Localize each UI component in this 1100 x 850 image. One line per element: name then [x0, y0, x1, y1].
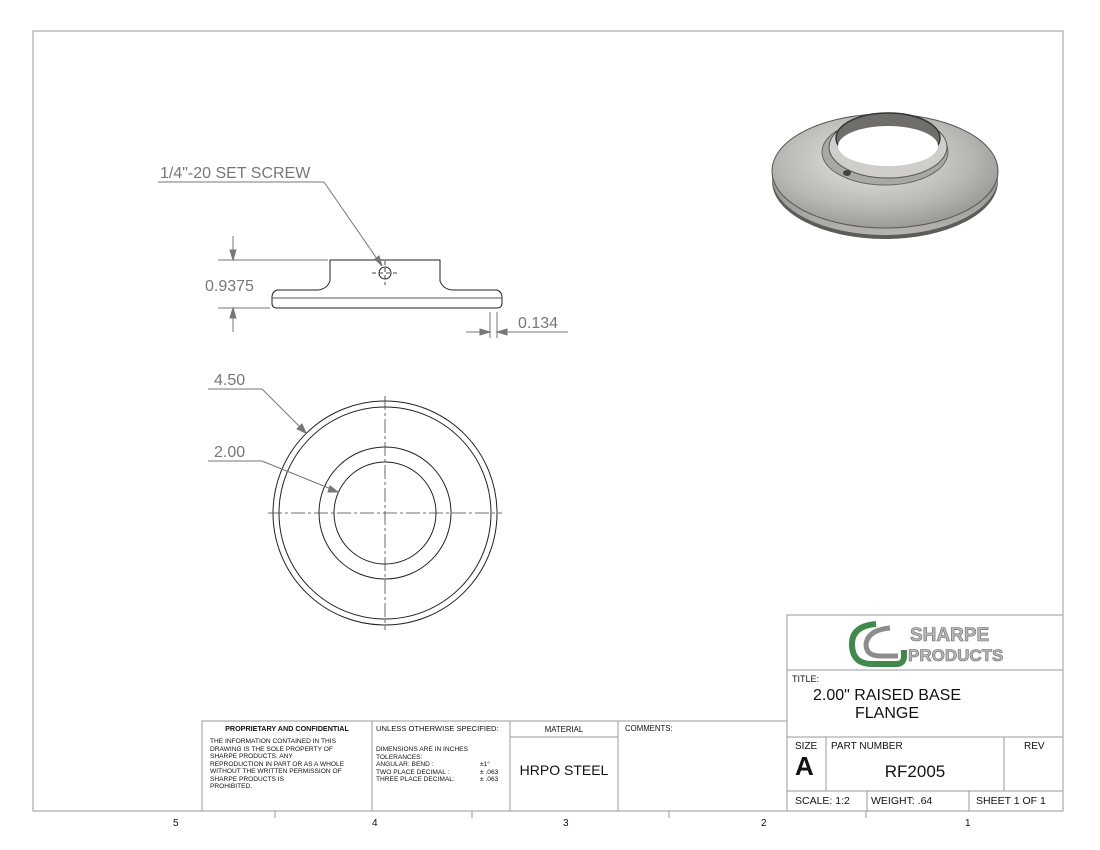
zone-ticks	[275, 811, 866, 818]
isometric-view	[772, 113, 998, 239]
drawing-title-line1: 2.00" RAISED BASE	[813, 687, 961, 704]
proprietary-line: THE INFORMATION CONTAINED IN THIS	[210, 738, 337, 745]
zone-2: 2	[761, 818, 767, 829]
weight-value: WEIGHT: .64	[871, 795, 933, 807]
proprietary-line: WITHOUT THE WRITTEN PERMISSION OF	[210, 768, 342, 776]
part-number-value: RF2005	[884, 762, 946, 781]
part-number-label: PART NUMBER	[831, 741, 903, 752]
size-label: SIZE	[795, 741, 818, 752]
outer-diameter-value: 4.50	[214, 372, 246, 389]
zone-5: 5	[173, 818, 179, 829]
size-value: A	[795, 751, 814, 781]
zone-4: 4	[372, 818, 378, 829]
tolerances-label: TOLERANCES:	[376, 753, 423, 761]
inner-diameter-leader	[208, 461, 338, 492]
outer-diameter-leader	[208, 389, 306, 433]
zone-1: 1	[965, 818, 971, 829]
proprietary-line: SHARPE PRODUCTS. ANY	[210, 753, 293, 761]
proprietary-text	[210, 738, 370, 791]
proprietary-line: REPRODUCTION IN PART OR AS A WHOLE	[210, 760, 345, 768]
dimensions-note: DIMENSIONS ARE IN INCHES	[376, 746, 468, 753]
sheet-value: SHEET 1 OF 1	[976, 795, 1046, 807]
height-dimension-value: 0.9375	[205, 278, 254, 295]
zone-3: 3	[563, 818, 569, 829]
svg-text:SHARPE: SHARPE	[910, 625, 990, 646]
proprietary-line: DRAWING IS THE SOLE PROPERTY OF	[210, 745, 333, 753]
proprietary-title: PROPRIETARY AND CONFIDENTIAL	[225, 724, 349, 733]
proprietary-line: PROHIBITED.	[210, 783, 253, 791]
material-label: MATERIAL	[544, 725, 584, 734]
side-view	[272, 260, 502, 308]
title-label: TITLE:	[792, 674, 820, 684]
svg-text:PRODUCTS: PRODUCTS	[908, 646, 1004, 665]
tolerance-row: ANGULAR: BEND : ±1°	[376, 761, 490, 769]
inner-diameter-value: 2.00	[214, 444, 246, 461]
drawing-title-line2: FLANGE	[854, 705, 919, 722]
material-value: HRPO STEEL	[519, 762, 609, 778]
tolerance-row: THREE PLACE DECIMAL: ± .063	[376, 776, 499, 784]
unless-specified-label: UNLESS OTHERWISE SPECIFIED:	[376, 724, 499, 733]
set-screw-leader	[158, 182, 382, 266]
scale-value: SCALE: 1:2	[795, 795, 850, 807]
comments-label: COMMENTS:	[625, 724, 673, 733]
tolerance-row: TWO PLACE DECIMAL : ± .063	[376, 768, 499, 776]
thickness-dimension-value: 0.134	[518, 315, 559, 332]
sharpe-products-logo	[852, 624, 1003, 665]
proprietary-line: SHARPE PRODUCTS IS	[210, 775, 285, 783]
set-screw-callout: 1/4"-20 SET SCREW	[160, 165, 311, 182]
tolerance-notes	[376, 746, 508, 784]
rev-label: REV	[1024, 741, 1045, 752]
